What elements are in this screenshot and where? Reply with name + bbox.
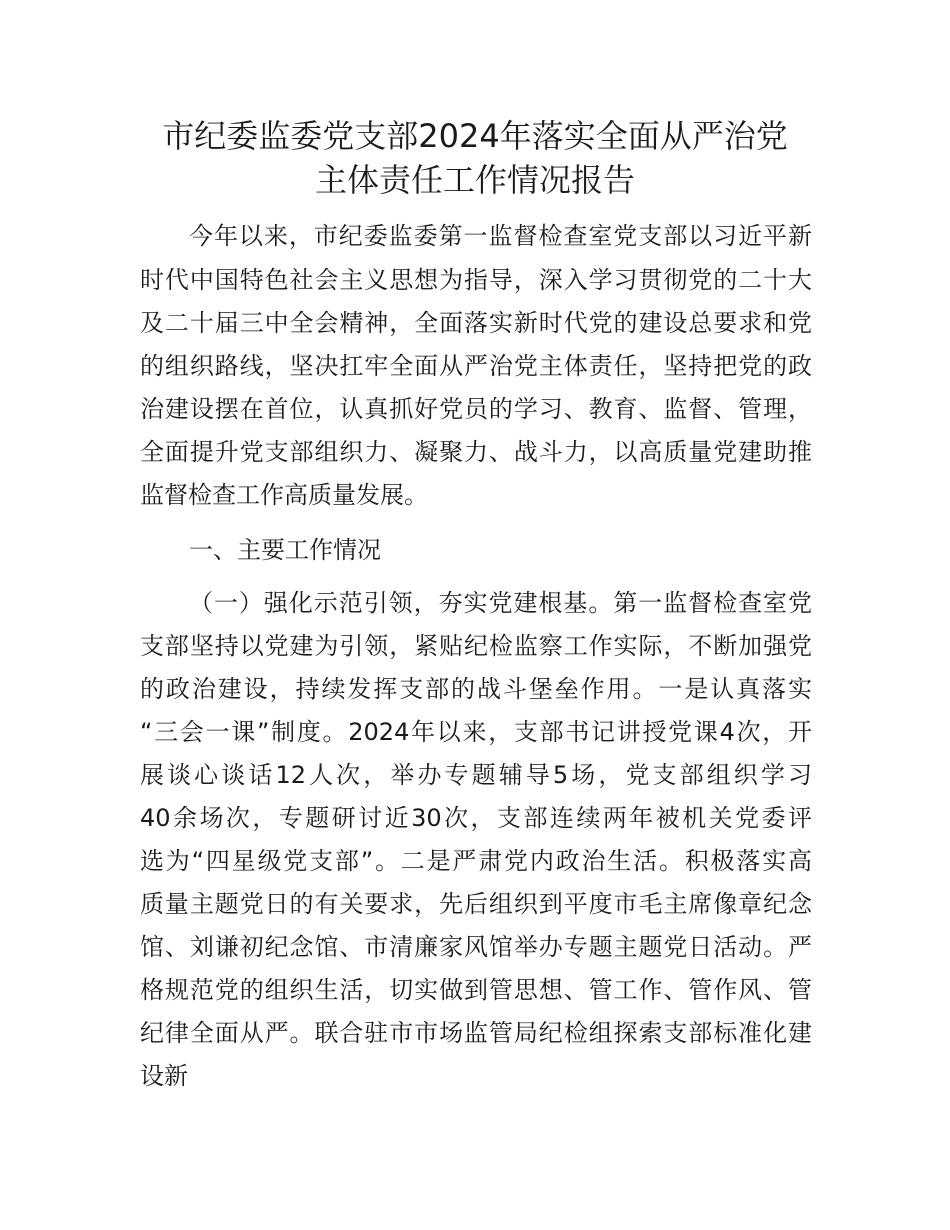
document-title-line-1: 市纪委监委党支部2024年落实全面从严治党 xyxy=(162,117,788,155)
document-title-line-2: 主体责任工作情况报告 xyxy=(314,161,635,199)
paragraph-1-line-5: 治建设摆在首位，认真抓好党员的学习、教育、监督、管理， xyxy=(140,395,812,423)
section-heading: 一、主要工作情况 xyxy=(189,536,381,564)
paragraph-3-line-11: 纪律全面从严。联合驻市市场监管局纪检组探索支部标准化建 xyxy=(140,1019,812,1047)
paragraph-1-line-1: 今年以来，市纪委监委第一监督检查室党支部以习近平新 xyxy=(189,222,812,250)
paragraph-1-line-2: 时代中国特色社会主义思想为指导，深入学习贯彻党的二十大 xyxy=(140,266,812,294)
paragraph-3-line-5: 展谈心谈话12人次，举办专题辅导5场，党支部组织学习 xyxy=(140,761,812,789)
paragraph-3-line-12: 设新 xyxy=(140,1062,188,1090)
paragraph-1-line-6: 全面提升党支部组织力、凝聚力、战斗力，以高质量党建助推 xyxy=(140,438,812,466)
paragraph-3-line-3: 的政治建设，持续发挥支部的战斗堡垒作用。一是认真落实 xyxy=(140,675,812,703)
paragraph-3-line-9: 馆、刘谦初纪念馆、市清廉家风馆举办专题主题党日活动。严 xyxy=(140,933,812,961)
paragraph-1-line-4: 的组织路线，坚决扛牢全面从严治党主体责任，坚持把党的政 xyxy=(140,352,812,380)
paragraph-1-line-3: 及二十届三中全会精神，全面落实新时代党的建设总要求和党 xyxy=(140,309,812,337)
paragraph-3-line-1: （一）强化示范引领，夯实党建根基。第一监督检查室党 xyxy=(189,589,812,617)
paragraph-3-line-8: 质量主题党日的有关要求，先后组织到平度市毛主席像章纪念 xyxy=(140,890,812,918)
paragraph-3-line-10: 格规范党的组织生活，切实做到管思想、管工作、管作风、管 xyxy=(140,976,812,1004)
paragraph-3-line-7: 选为“四星级党支部”。二是严肃党内政治生活。积极落实高 xyxy=(140,847,812,875)
paragraph-3-line-6: 40余场次，专题研讨近30次，支部连续两年被机关党委评 xyxy=(140,804,812,832)
paragraph-3-line-2: 支部坚持以党建为引领，紧贴纪检监察工作实际，不断加强党 xyxy=(140,632,812,660)
paragraph-1-line-7: 监督检查工作高质量发展。 xyxy=(140,481,428,509)
paragraph-3-line-4: “三会一课”制度。2024年以来，支部书记讲授党课4次，开 xyxy=(140,718,812,746)
